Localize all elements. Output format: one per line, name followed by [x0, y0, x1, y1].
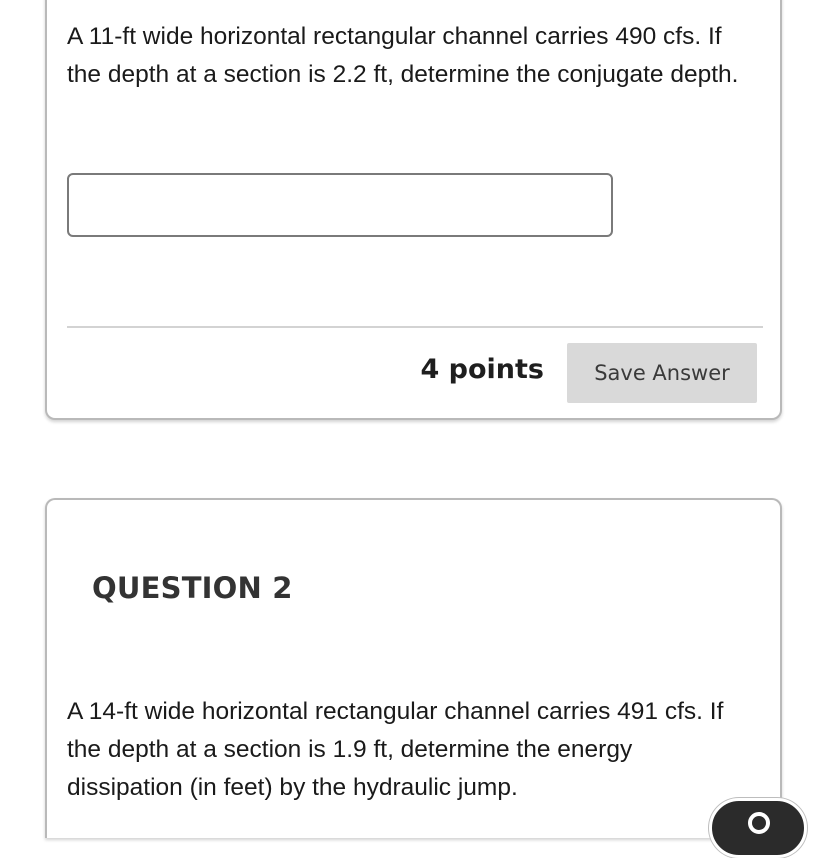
question-2-card	[45, 498, 782, 838]
question-2-heading: QUESTION 2	[92, 571, 293, 605]
question-1-answer-input[interactable]	[67, 173, 613, 237]
question-1-divider	[67, 326, 763, 328]
question-1-card	[45, 0, 782, 420]
save-answer-button[interactable]: Save Answer	[567, 343, 757, 403]
floating-help-button[interactable]	[709, 798, 807, 858]
question-2-text: A 14-ft wide horizontal rectangular channel carries 491 cfs. If the depth at a section is 1.9 ft, determine the energy dissipation (in feet) by the hydraulic jump.	[67, 698, 724, 801]
question-1-text: A 11-ft wide horizontal rectangular channel carries 490 cfs. If the depth at a section is 2.2 ft, determine the conjugate depth.	[67, 23, 739, 88]
help-search-icon	[742, 807, 776, 837]
question-1-points: 4 points	[420, 354, 544, 385]
